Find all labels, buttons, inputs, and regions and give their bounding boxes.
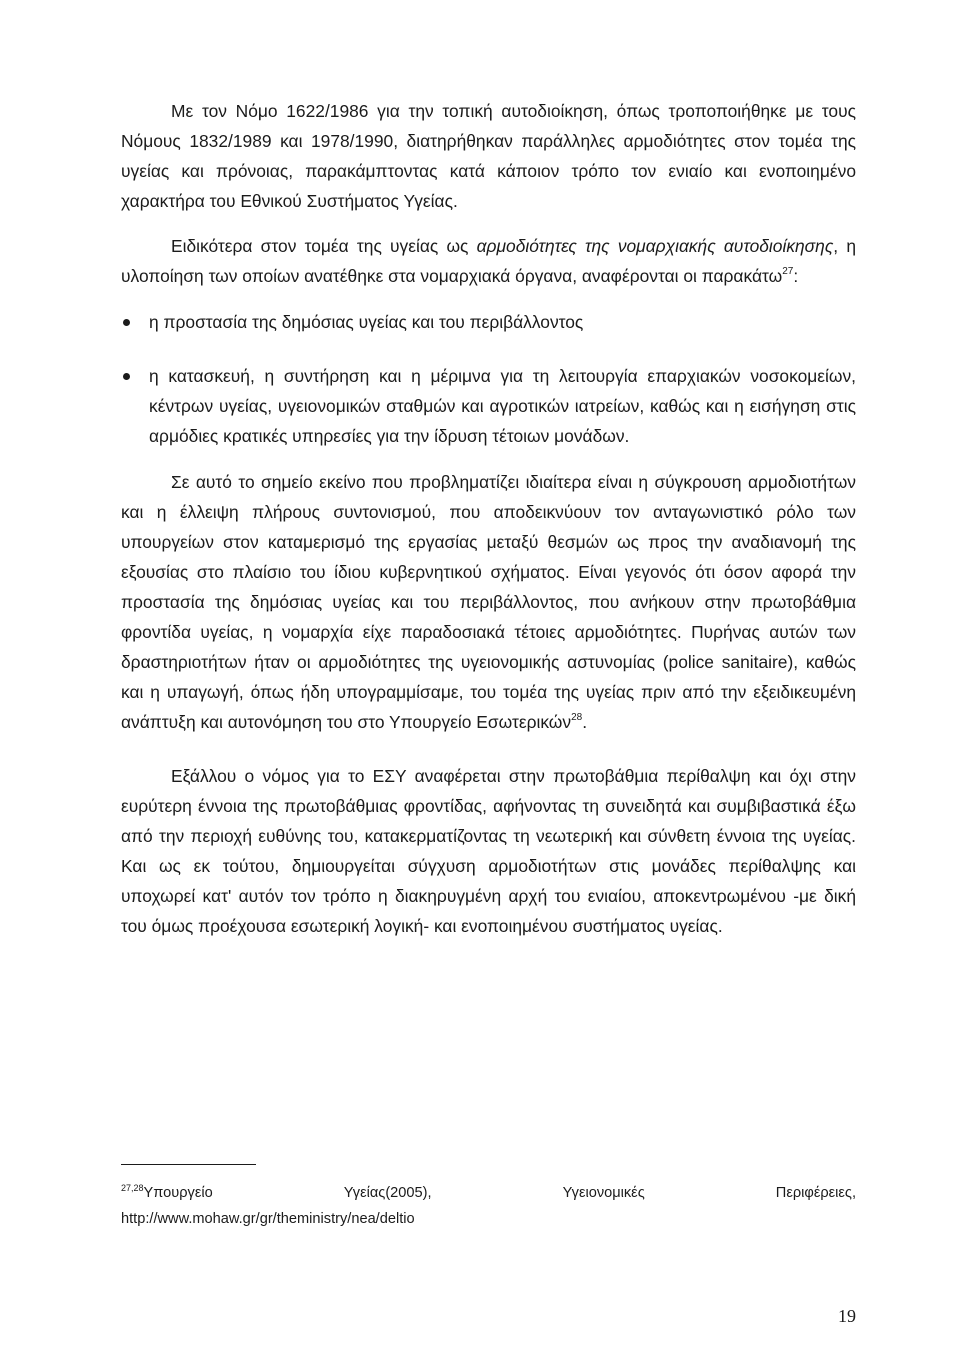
paragraph-2 bbox=[121, 231, 856, 291]
footnote-refs: 27,28 bbox=[121, 1183, 144, 1193]
paragraph-2-start: Ειδικότερα στον τομέα της υγείας ως bbox=[171, 236, 477, 256]
paragraph-3 bbox=[121, 467, 856, 737]
list-item: η κατασκευή, η συντήρηση και η μέριμνα για τη λειτουργία επαρχιακών νοσοκομείων, κέντρων υγείας, υγειονομικών σταθμών και αγροτικών ιατρείων, καθώς και η εισήγηση στις αρμόδιες κρατικές υπηρεσίες για την ίδρυση τέτοιων μονάδων. bbox=[121, 361, 856, 451]
footnote-word-3: Υγειονομικές bbox=[562, 1185, 645, 1201]
bullet-list bbox=[121, 307, 856, 451]
paragraph-1: Με τον Νόμο 1622/1986 για την τοπική αυτοδιοίκηση, όπως τροποποιήθηκε με τους Νόμους 1832/1989 και 1978/1990, διατηρήθηκαν παράλληλες αρμοδιότητες στον τομέα της υγείας και πρόνοιας, παρακάμπτοντας κατά κάποιον τρόπο τον ενιαίο και ενοποιημένο χαρακτήρα του Εθνικού Συστήματος Υγείας. bbox=[121, 101, 856, 211]
paragraph-2-italic: αρμοδιότητες της νομαρχιακής αυτοδιοίκησης bbox=[476, 236, 834, 256]
page-number: 19 bbox=[838, 1306, 856, 1326]
footnote-ref-28: 28 bbox=[571, 712, 583, 723]
footnote-url[interactable]: http://www.mohaw.gr/gr/theministry/nea/deltio bbox=[121, 1211, 415, 1227]
footnote-ref-27: 27 bbox=[782, 266, 794, 277]
paragraph-2-end: , η υλοποίηση των οποίων ανατέθηκε στα νομαρχιακά όργανα, αναφέρονται οι παρακάτω bbox=[121, 236, 856, 286]
footnote bbox=[121, 1180, 856, 1232]
footnote-word-1: Υπουργείο bbox=[143, 1185, 213, 1201]
footnote-separator bbox=[121, 1164, 256, 1165]
paragraph-3-end: . bbox=[582, 712, 588, 732]
paragraph-4: Εξάλλου ο νόμος για το ΕΣΥ αναφέρεται στην πρωτοβάθμια περίθαλψη και όχι στην ευρύτερη έννοια της πρωτοβάθμιας φροντίδας, αφήνοντας τη συνειδητά και συμβιβαστικά έξω από την περιοχή ευθύνης του, κατακερματίζοντας τη νεωτερική και σύνθετη έννοια της υγείας. Και ως εκ τούτου, δημιουργείται σύγχυση αρμοδιοτήτων στις μονάδες περίθαλψης και υποχωρεί κατ' αυτόν τον τρόπο η διακηρυγμένη αρχή του ενιαίου, αποκεντρωμένου -με δική του όμως προέχουσα εσωτερική λογική- και ενοποιημένου συστήματος υγείας. bbox=[121, 766, 856, 936]
footnote-word-4: Περιφέρειες, bbox=[775, 1185, 856, 1201]
paragraph-2-colon: : bbox=[793, 266, 799, 286]
footnote-source bbox=[121, 1180, 213, 1206]
paragraph-3-text: Σε αυτό το σημείο εκείνο που προβληματίζει ιδιαίτερα είναι η σύγκρουση αρμοδιοτήτων και η έλλειψη πλήρους συντονισμού, που αποδεικνύουν τον ανταγωνιστικό ρόλο των υπουργείων στον καταμερισμό της εργασίας μεταξύ θεσμών ως προς την αναδιανομή της εξουσίας στο πλαίσιο του ίδιου κυβερνητικού σχήματος. Είναι γεγονός ότι όσον αφορά την προστασία της δημόσιας υγείας και του περιβάλλοντος, που ανήκουν στην πρωτοβάθμια φροντίδα υγείας, η νομαρχία είχε παραδοσιακά τέτοιες αρμοδιότητες. Πυρήνας αυτών των δραστηριοτήτων ήταν οι αρμοδιότητες της υγειονομικής αστυνομίας (police sanitaire), καθώς και η υπαγωγή, όπως ήδη υπογραμμίσαμε, του τομέα της υγείας πριν από την εξειδικευμένη ανάπτυξη και αυτονόμηση του στο Υπουργείο Εσωτερικών bbox=[121, 472, 856, 732]
body-text bbox=[121, 96, 856, 941]
footnote-line-1 bbox=[121, 1180, 856, 1206]
footnote-word-2: Υγείας(2005), bbox=[343, 1185, 432, 1201]
list-item: η προστασία της δημόσιας υγείας και του περιβάλλοντος bbox=[121, 307, 856, 337]
